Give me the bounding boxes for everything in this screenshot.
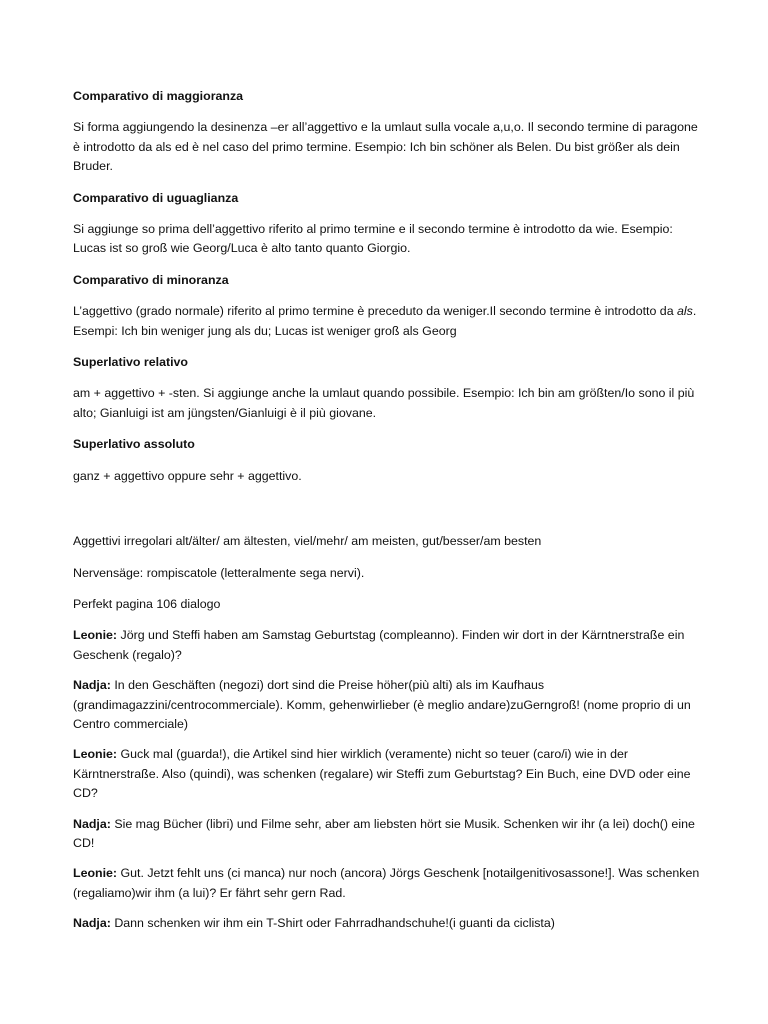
- text-part: . Esempi: Ich bin weniger jung als du; Lucas ist weniger groß als Georg: [73, 304, 697, 338]
- section-superlativo-assoluto: [73, 435, 702, 486]
- speaker-name: Leonie:: [73, 747, 118, 762]
- section-superlativo-relativo: [73, 353, 702, 423]
- speaker-name: Leonie:: [73, 866, 118, 881]
- section-text: ganz + aggettivo oppure sehr + aggettivo.: [73, 468, 302, 483]
- note-irregular-adjectives: Aggettivi irregolari alt/älter/ am ältesten, viel/mehr/ am meisten, gut/besser/am besten: [73, 534, 542, 549]
- dialog-text: Dann schenken wir ihm ein T-Shirt oder Fahrradhandschuhe!(i guanti da ciclista): [110, 916, 555, 931]
- section-heading: Comparativo di uguaglianza: [73, 190, 239, 205]
- dialog-text: Gut. Jetzt fehlt uns (ci manca) nur noch (ancora) Jörgs Geschenk [notailgenitivosassone!]. Was schenken (regaliamo)wir ihm (a lui)? Er fährt sehr gern Rad.: [73, 866, 700, 900]
- section-comparativo-maggioranza: [73, 87, 702, 177]
- dialog-line: [73, 745, 702, 803]
- text-part: L’aggettivo (grado normale) riferito al primo termine è preceduto da weniger.Il secondo termine è introdotto da: [73, 304, 678, 319]
- section-text: Si aggiunge so prima dell’aggettivo riferito al primo termine e il secondo termine è introdotto da wie. Esempio: Lucas ist so groß wie Georg/Luca è alto tanto quanto Giorgio.: [73, 222, 673, 256]
- dialog-line: [73, 626, 702, 665]
- section-text: [73, 302, 702, 341]
- speaker-name: Leonie:: [73, 628, 118, 643]
- section-text: Si forma aggiungendo la desinenza –er all’aggettivo e la umlaut sulla vocale a,u,o. Il secondo termine di paragone è introdotto da als ed è nel caso del primo termine. Esempio: Ich bin schöner als Belen. Du bist größer als dein Bruder.: [73, 120, 698, 174]
- dialog-line: [73, 676, 702, 734]
- dialog-line: [73, 914, 702, 933]
- section-comparativo-uguaglianza: [73, 189, 702, 259]
- dialog-text: Jörg und Steffi haben am Samstag Geburtstag (compleanno). Finden wir dort in der Kärntnerstraße ein Geschenk (regalo)?: [73, 628, 685, 662]
- dialog-line: [73, 815, 702, 854]
- section-heading: Comparativo di maggioranza: [73, 89, 244, 103]
- section-heading: Superlativo relativo: [73, 355, 188, 370]
- dialog-text: Guck mal (guarda!), die Artikel sind hier wirklich (veramente) nicht so teuer (caro/i) wie in der Kärntnerstraße. Also (quindi), was schenken (regalare) wir Steffi zum Geburtstag? Ein Buch, eine DVD oder eine CD?: [73, 747, 691, 801]
- dialog-text: Sie mag Bücher (libri) und Filme sehr, aber am liebsten hört sie Musik. Schenken wir ihr (a lei) doch() eine CD!: [73, 816, 695, 850]
- speaker-name: Nadja:: [73, 678, 111, 693]
- italic-term: als: [677, 304, 693, 319]
- note-nervensaege: Nervensäge: rompiscatole (letteralmente sega nervi).: [73, 565, 365, 580]
- section-text: am + aggettivo + -sten. Si aggiunge anche la umlaut quando possibile. Esempio: Ich bin am größten/Io sono il più alto; Gianluigi ist am jüngsten/Gianluigi è il più giovane.: [73, 386, 695, 420]
- dialog-text: In den Geschäften (negozi) dort sind die Preise höher(più alti) als im Kaufhaus (grandimagazzini/centrocommerciale). Komm, gehenwirlieber (è meglio andare)zuGerngroß! (nome proprio di un Centro commerciale): [73, 678, 691, 731]
- speaker-name: Nadja:: [73, 816, 111, 831]
- dialog: [73, 626, 702, 933]
- section-heading: Superlativo assoluto: [73, 437, 195, 452]
- section-heading: Comparativo di minoranza: [73, 272, 229, 287]
- dialog-line: [73, 864, 702, 903]
- section-comparativo-minoranza: [73, 271, 702, 341]
- speaker-name: Nadja:: [73, 916, 111, 931]
- note-perfekt: Perfekt pagina 106 dialogo: [73, 596, 221, 611]
- blank-gap: [73, 498, 702, 532]
